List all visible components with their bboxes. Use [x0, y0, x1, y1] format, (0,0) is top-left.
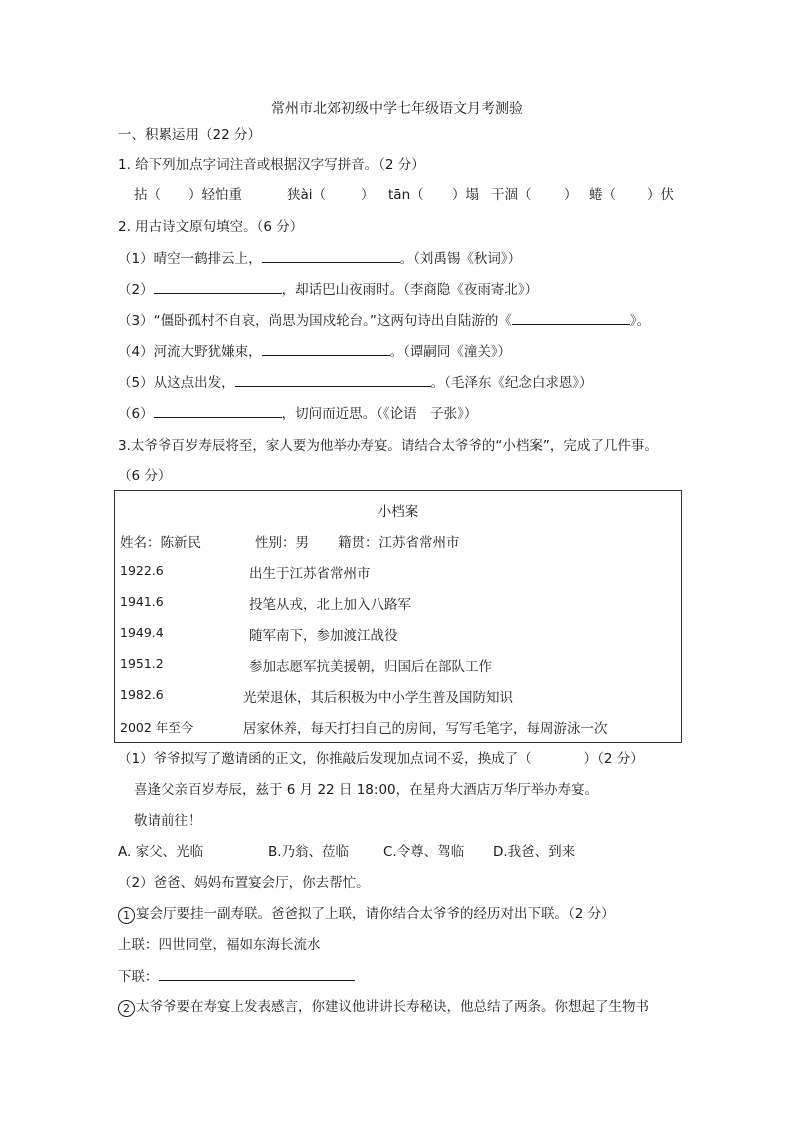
section-heading: 一、积累运用（22 分） — [118, 127, 261, 143]
circled-number-1: 1 — [118, 907, 135, 924]
q2-text: ，切问而近思。（《论语 子张》） — [281, 406, 478, 422]
option-d[interactable]: D.我爸、到来 — [493, 844, 576, 860]
q2-text: （6） — [118, 406, 154, 422]
answer-blank[interactable] — [159, 967, 355, 981]
q2-line-2 — [118, 280, 538, 299]
speech-task — [118, 998, 649, 1017]
archive-gender: 性别：男 — [255, 535, 309, 551]
lower-couplet — [118, 967, 355, 986]
q3-sub2: （2）爸爸、妈妈布置宴会厅，你去帮忙。 — [118, 875, 370, 891]
q1-item: tān（ — [388, 187, 424, 203]
q1-item: ）伏 — [647, 187, 674, 203]
event-year: 1922.6 — [120, 563, 164, 578]
q1-item: ） — [361, 187, 375, 203]
answer-blank[interactable] — [512, 311, 630, 325]
q1-item: ） — [564, 187, 578, 203]
event-text: 出生于江苏省常州市 — [249, 566, 371, 582]
answer-blank[interactable] — [235, 373, 431, 387]
q2-line-1 — [118, 249, 521, 268]
q2-text: （1）晴空一鹤排云上， — [118, 251, 262, 267]
event-year: 1941.6 — [120, 594, 164, 609]
q2-text: 。（刘禹锡《秋词》） — [399, 251, 522, 267]
q1-item: 蜷（ — [589, 187, 616, 203]
page-title: 常州市北郊初级中学七年级语文月考测验 — [271, 101, 523, 117]
q3-sub1-text: （1）爷爷拟写了邀请函的正文，你推敲后发现加点词不妥，换成了（ — [118, 751, 532, 767]
event-text: 光荣退休，其后积极为中小学生普及国防知识 — [243, 690, 513, 706]
event-text: 随军南下，参加渡江战役 — [249, 628, 398, 644]
q2-line-6 — [118, 404, 477, 423]
q2-text: （3）“僵卧孤村不自哀，尚思为国戍轮台。”这两句诗出自陆游的《 — [118, 313, 512, 329]
circled-number-2: 2 — [118, 1000, 135, 1017]
archive-title: 小档案 — [377, 504, 419, 520]
archive-origin: 籍贯：江苏省常州市 — [338, 535, 460, 551]
event-year: 2002 年至今 — [120, 720, 194, 735]
answer-blank[interactable] — [154, 404, 282, 418]
archive-name: 姓名：陈新民 — [120, 535, 201, 551]
q2-text: 。（毛泽东《纪念白求恩》） — [430, 375, 593, 391]
q1-item: 拈（ — [134, 187, 161, 203]
q2-text: ，却话巴山夜雨时。（李商隐《夜雨寄北》） — [281, 282, 539, 298]
lower-couplet-label: 下联： — [118, 969, 159, 985]
invitation-closing: 敬请前往！ — [134, 813, 202, 829]
q1-item: 干涸（ — [491, 187, 532, 203]
q2-text: （5）从这点出发， — [118, 375, 235, 391]
event-text: 投笔从戎，北上加入八路军 — [249, 597, 411, 613]
upper-couplet: 上联：四世同堂，福如东海长流水 — [118, 937, 321, 953]
q1-item: ）塌 — [452, 187, 479, 203]
event-text: 居家休养，每天打扫自己的房间，写写毛笔字，每周游泳一次 — [243, 721, 608, 737]
q2-text: （2） — [118, 282, 154, 298]
couplet-task-text: 宴会厅要挂一副寿联。爸爸拟了上联，请你结合太爷爷的经历对出下联。（2 分） — [136, 906, 615, 922]
event-text: 参加志愿军抗美援朝，归国后在部队工作 — [249, 659, 492, 675]
option-c[interactable]: C.令尊、驾临 — [383, 844, 465, 860]
option-b[interactable]: B.乃翁、莅临 — [268, 844, 350, 860]
couplet-task — [118, 905, 615, 924]
q2-line-5 — [118, 373, 593, 392]
event-year: 1951.2 — [120, 656, 164, 671]
q3-sub1-score: ）（2 分） — [583, 751, 644, 767]
q2-line-4 — [118, 342, 511, 361]
invitation-text: 喜逢父亲百岁寿辰，兹于 6 月 22 日 18:00，在星舟大酒店万华厅举办寿宴。 — [134, 782, 599, 798]
archive-box — [114, 490, 682, 743]
option-a[interactable]: A. 家父、光临 — [118, 844, 204, 860]
q1-item: 狭ài（ — [287, 187, 327, 203]
q3-prompt: 3.太爷爷百岁寿辰将至，家人要为他举办寿宴。请结合太爷爷的“小档案”，完成了几件事。 — [118, 438, 658, 454]
answer-blank[interactable] — [262, 249, 400, 263]
answer-blank[interactable] — [262, 342, 390, 356]
event-year: 1949.4 — [120, 625, 164, 640]
q1-item: ）轻怕重 — [188, 187, 242, 203]
q2-text: 》。 — [629, 313, 651, 329]
q2-line-3 — [118, 311, 650, 330]
q2-text: （4）河流大野犹嫌束， — [118, 344, 262, 360]
q3-sub1 — [118, 750, 644, 768]
event-year: 1982.6 — [120, 687, 164, 702]
q3-points: （6 分） — [118, 468, 172, 484]
speech-task-text: 太爷爷要在寿宴上发表感言，你建议他讲讲长寿秘诀，他总结了两条。你想起了生物书 — [136, 999, 649, 1015]
answer-blank[interactable] — [154, 280, 282, 294]
q2-text: 。（谭嗣同《潼关》） — [389, 344, 512, 360]
q1-prompt: 1. 给下列加点字词注音或根据汉字写拼音。（2 分） — [118, 157, 425, 173]
q2-prompt: 2. 用古诗文原句填空。（6 分） — [118, 219, 304, 235]
